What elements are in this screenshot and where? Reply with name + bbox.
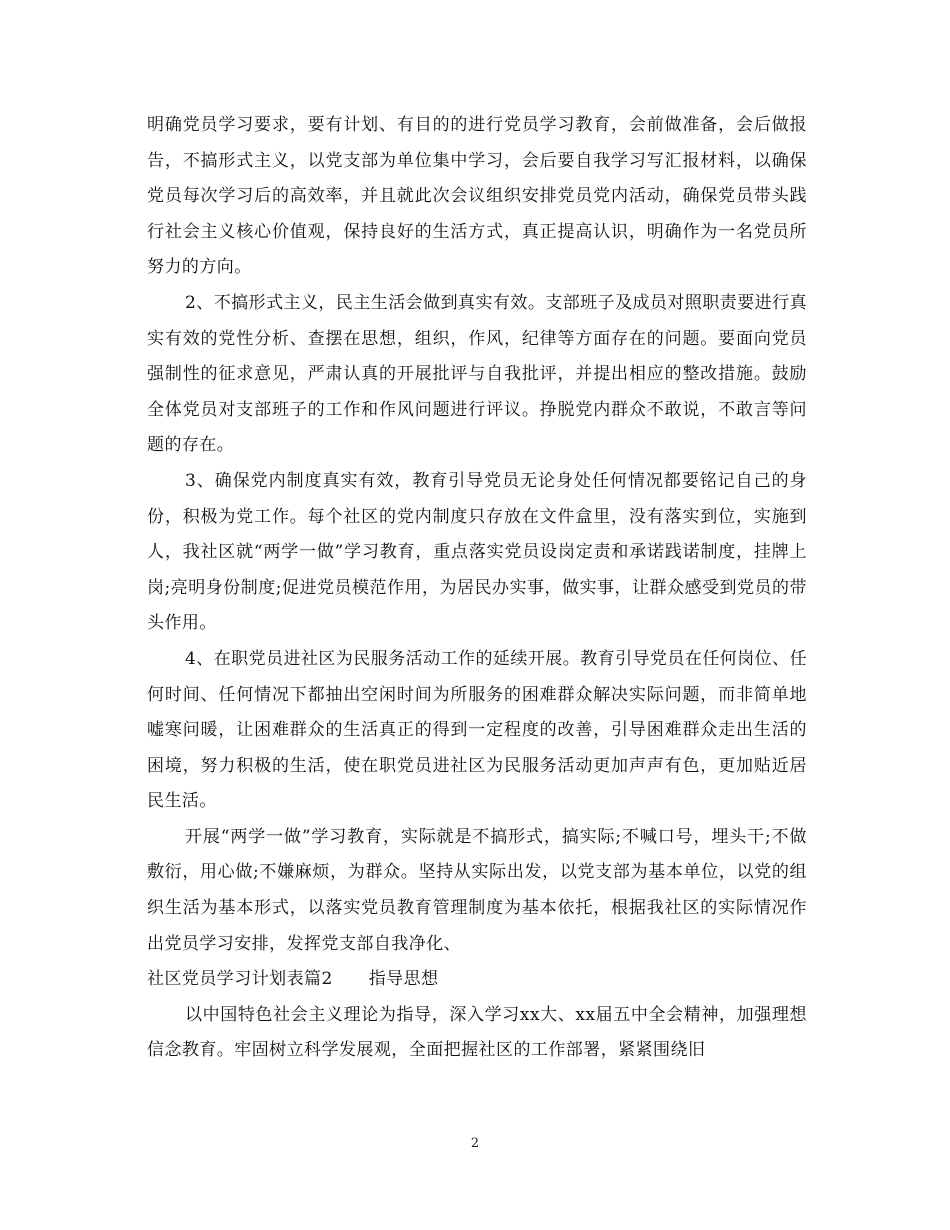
section-subtitle: 指导思想 (368, 969, 439, 990)
paragraph-summary: 开展“两学一做”学习教育，实际就是不搞形式，搞实际;不喊口号，埋头干;不做敷衍，用心做;不嫌麻烦，为群众。坚持从实际出发，以党支部为基本单位，以党的组织生活为基本形式，以落实党员教育管理制度为基本依托，根据我社区的实际情况作出党员学习安排，发挥党支部自我净化、 (147, 826, 807, 954)
paragraph-item-4: 4、在职党员进社区为民服务活动工作的延续开展。教育引导党员在任何岗位、任何时间、任何情况下都抽出空闲时间为所服务的困难群众解决实际问题，而非简单地嘘寒问暖，让困难群众的生活真正的得到一定程度的改善，引导困难群众走出生活的困境，努力积极的生活，使在职党员进社区为民服务活动更加声声有色，更加贴近居民生活。 (147, 648, 808, 812)
paragraph-item-3: 3、确保党内制度真实有效，教育引导党员无论身处任何情况都要铭记自己的身份，积极为党工作。每个社区的党内制度只存放在文件盒里，没有落实到位，实施到人，我社区就“两学一做”学习教育，重点落实党员设岗定责和承诺践诺制度，挂牌上岗;亮明身份制度;促进党员模范作用，为居民办实事，做实事，让群众感受到党员的带头作用。 (147, 470, 807, 634)
section-heading (147, 962, 807, 998)
page-number: 2 (470, 1136, 480, 1151)
paragraph-requirements: 明确党员学习要求，要有计划、有目的的进行党员学习教育，会前做准备，会后做报告，不搞形式主义，以党支部为单位集中学习，会后要自我学习写汇报材料，以确保党员每次学习后的高效率，并且就此次会议组织安排党员党内活动，确保党员带头践行社会主义核心价值观，保持良好的生活方式，真正提高认识，明确作为一名党员所努力的方向。 (147, 115, 807, 278)
paragraph-item-2: 2、不搞形式主义，民主生活会做到真实有效。支部班子及成员对照职责要进行真实有效的党性分析、查摆在思想，组织，作风，纪律等方面存在的问题。要面向党员强制性的征求意见，严肃认真的开展批评与自我批评，并提出相应的整改措施。鼓励全体党员对支部班子的工作和作风问题进行评议。挣脱党内群众不敢说，不敢言等问题的存在。 (147, 292, 808, 456)
document-body (147, 108, 807, 1069)
paragraph-guiding-ideology: 以中国特色社会主义理论为指导，深入学习xx大、xx届五中全会精神，加强理想信念教育。牢固树立科学发展观，全面把握社区的工作部署，紧紧围绕旧 (147, 1004, 807, 1061)
section-title: 社区党员学习计划表篇2 (147, 969, 333, 990)
